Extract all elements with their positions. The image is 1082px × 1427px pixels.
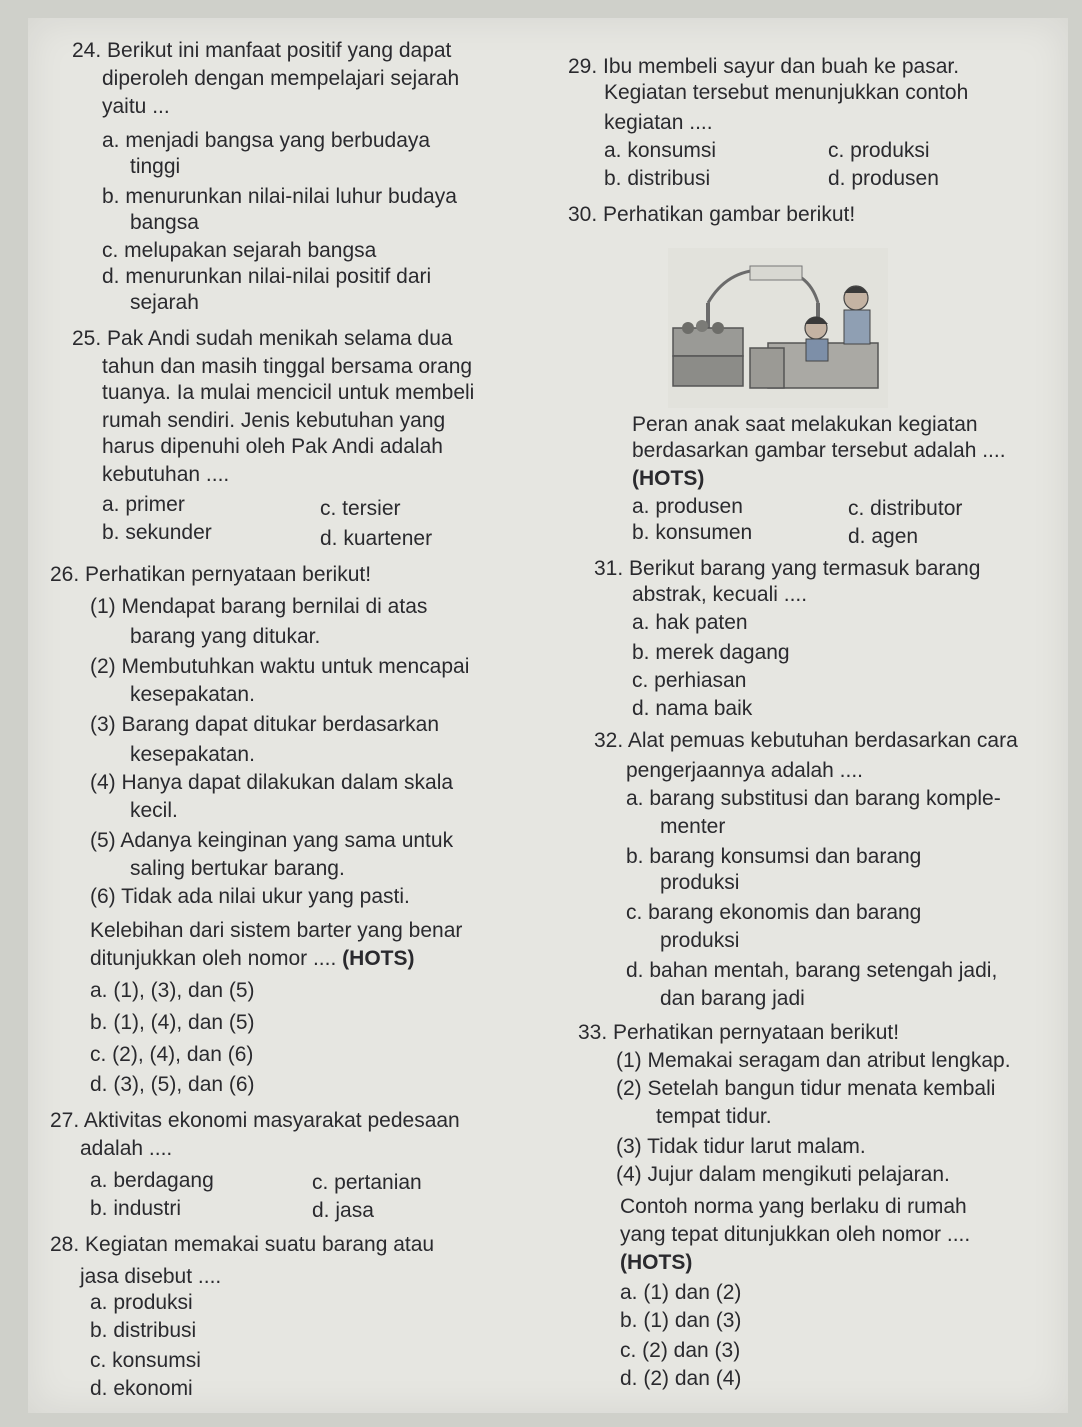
q28-stem-2: jasa disebut .... [80, 1265, 222, 1288]
q32-option-d[interactable]: d. bahan mentah, barang setengah jadi, [626, 959, 998, 982]
q25-option-c[interactable]: c. tersier [320, 497, 401, 520]
q29-stem-1: 29. Ibu membeli sayur dan buah ke pasar. [568, 55, 960, 78]
q26-statement-2-cont: kesepakatan. [130, 683, 255, 706]
q30-stem: 30. Perhatikan gambar berikut! [568, 203, 856, 226]
q25-stem-1: 25. Pak Andi sudah menikah selama dua [72, 327, 453, 350]
q26-stem: 26. Perhatikan pernyataan berikut! [50, 563, 372, 586]
q33-stem: 33. Perhatikan pernyataan berikut! [578, 1021, 900, 1044]
q26-ask-2 [90, 946, 414, 972]
q31-option-d[interactable]: d. nama baik [632, 697, 753, 720]
q24-option-a-cont: tinggi [130, 155, 181, 178]
q24-option-b[interactable]: b. menurunkan nilai-nilai luhur budaya [102, 185, 457, 208]
q31-option-b[interactable]: b. merek dagang [632, 641, 790, 664]
q26-statement-5-cont: saling bertukar barang. [130, 857, 345, 880]
q32-option-c[interactable]: c. barang ekonomis dan barang [626, 901, 922, 924]
q26-statement-2: (2) Membutuhkan waktu untuk mencapai [90, 655, 470, 678]
q33-option-a[interactable]: a. (1) dan (2) [620, 1281, 742, 1304]
q27-option-a[interactable]: a. berdagang [90, 1169, 214, 1192]
q26-option-b[interactable]: b. (1), (4), dan (5) [90, 1011, 255, 1034]
q26-statement-4-cont: kecil. [130, 799, 178, 822]
q26-statement-5: (5) Adanya keinginan yang sama untuk [90, 829, 454, 852]
q24-stem-1: 24. Berikut ini manfaat positif yang dapat [72, 39, 452, 62]
q29-option-d[interactable]: d. produsen [828, 167, 939, 190]
q26-statement-1: (1) Mendapat barang bernilai di atas [90, 595, 428, 618]
worksheet-page [28, 18, 1068, 1413]
q33-statement-4: (4) Jujur dalam mengikuti pelajaran. [616, 1163, 950, 1186]
q28-option-b[interactable]: b. distribusi [90, 1319, 197, 1342]
q32-option-b-cont: produksi [660, 871, 740, 894]
q25-stem-6: kebutuhan .... [102, 463, 230, 486]
q33-statement-3: (3) Tidak tidur larut malam. [616, 1135, 866, 1158]
market-stall-illustration [668, 248, 888, 408]
q33-option-c[interactable]: c. (2) dan (3) [620, 1339, 741, 1362]
q26-option-a[interactable]: a. (1), (3), dan (5) [90, 979, 255, 1002]
q28-stem-1: 28. Kegiatan memakai suatu barang atau [50, 1233, 435, 1256]
q31-option-c[interactable]: c. perhiasan [632, 669, 747, 692]
q25-option-b[interactable]: b. sekunder [102, 521, 212, 544]
q28-option-c[interactable]: c. konsumsi [90, 1349, 201, 1372]
q24-option-c[interactable]: c. melupakan sejarah bangsa [102, 239, 377, 262]
q31-option-a[interactable]: a. hak paten [632, 611, 748, 634]
q25-stem-5: harus dipenuhi oleh Pak Andi adalah [102, 435, 443, 458]
q26-statement-6: (6) Tidak ada nilai ukur yang pasti. [90, 885, 410, 908]
q26-statement-3-cont: kesepakatan. [130, 743, 255, 766]
q33-option-d[interactable]: d. (2) dan (4) [620, 1367, 742, 1390]
q33-statement-1: (1) Memakai seragam dan atribut lengkap. [616, 1049, 1011, 1072]
q30-ask-2: berdasarkan gambar tersebut adalah .... [632, 439, 1006, 462]
q25-option-d[interactable]: d. kuartener [320, 527, 433, 550]
q31-stem-2: abstrak, kecuali .... [632, 583, 808, 606]
q30-option-d[interactable]: d. agen [848, 525, 919, 548]
q24-option-b-cont: bangsa [130, 211, 199, 234]
q26-statement-3: (3) Barang dapat ditukar berdasarkan [90, 713, 440, 736]
q30-option-a[interactable]: a. produsen [632, 495, 743, 518]
q26-statement-4: (4) Hanya dapat dilakukan dalam skala [90, 771, 454, 794]
q26-option-d[interactable]: d. (3), (5), dan (6) [90, 1073, 255, 1096]
q32-stem-2: pengerjaannya adalah .... [626, 759, 864, 782]
q26-statement-1-cont: barang yang ditukar. [130, 625, 321, 648]
q33-statement-2-cont: tempat tidur. [656, 1105, 772, 1128]
q29-stem-3: kegiatan .... [604, 111, 713, 134]
q32-option-b[interactable]: b. barang konsumsi dan barang [626, 845, 922, 868]
q33-ask-2: yang tepat ditunjukkan oleh nomor .... [620, 1223, 971, 1246]
q29-option-a[interactable]: a. konsumsi [604, 139, 717, 162]
q32-stem-1: 32. Alat pemuas kebutuhan berdasarkan cara [594, 729, 1018, 752]
q24-option-d[interactable]: d. menurunkan nilai-nilai positif dari [102, 265, 432, 288]
q25-stem-3: tuanya. Ia mulai mencicil untuk membeli [102, 381, 475, 404]
q25-option-a[interactable]: a. primer [102, 493, 185, 516]
q30-option-c[interactable]: c. distributor [848, 497, 963, 520]
q28-option-d[interactable]: d. ekonomi [90, 1377, 193, 1400]
q29-option-c[interactable]: c. produksi [828, 139, 930, 162]
q33-option-b[interactable]: b. (1) dan (3) [620, 1309, 742, 1332]
q24-option-a[interactable]: a. menjadi bangsa yang berbudaya [102, 129, 431, 152]
q33-hots-tag: (HOTS) [620, 1251, 693, 1274]
q25-stem-2: tahun dan masih tinggal bersama orang [102, 355, 473, 378]
q24-stem-2: diperoleh dengan mempelajari sejarah [102, 67, 460, 90]
q28-option-a[interactable]: a. produksi [90, 1291, 193, 1314]
q26-ask-1: Kelebihan dari sistem barter yang benar [90, 919, 463, 942]
q27-stem-2: adalah .... [80, 1137, 173, 1160]
q25-stem-4: rumah sendiri. Jenis kebutuhan yang [102, 409, 446, 432]
q26-ask-2-text: ditunjukkan oleh nomor .... [90, 947, 343, 970]
q26-option-c[interactable]: c. (2), (4), dan (6) [90, 1043, 254, 1066]
q32-option-d-cont: dan barang jadi [660, 987, 805, 1010]
q31-stem-1: 31. Berikut barang yang termasuk barang [594, 557, 981, 580]
q24-stem-3: yaitu ... [102, 95, 170, 118]
q32-option-a-cont: menter [660, 815, 726, 838]
q26-hots-tag: (HOTS) [342, 947, 415, 970]
q27-option-b[interactable]: b. industri [90, 1197, 182, 1220]
q32-option-a[interactable]: a. barang substitusi dan barang komple- [626, 787, 1001, 810]
q30-hots-tag: (HOTS) [632, 467, 705, 490]
q29-option-b[interactable]: b. distribusi [604, 167, 711, 190]
q30-option-b[interactable]: b. konsumen [632, 521, 753, 544]
q27-stem-1: 27. Aktivitas ekonomi masyarakat pedesaan [50, 1109, 460, 1132]
q33-ask-1: Contoh norma yang berlaku di rumah [620, 1195, 967, 1218]
q29-stem-2: Kegiatan tersebut menunjukkan contoh [604, 81, 969, 104]
q27-option-c[interactable]: c. pertanian [312, 1171, 422, 1194]
q30-ask-1: Peran anak saat melakukan kegiatan [632, 413, 978, 436]
q27-option-d[interactable]: d. jasa [312, 1199, 374, 1222]
q32-option-c-cont: produksi [660, 929, 740, 952]
q33-statement-2: (2) Setelah bangun tidur menata kembali [616, 1077, 996, 1100]
q24-option-d-cont: sejarah [130, 291, 199, 314]
